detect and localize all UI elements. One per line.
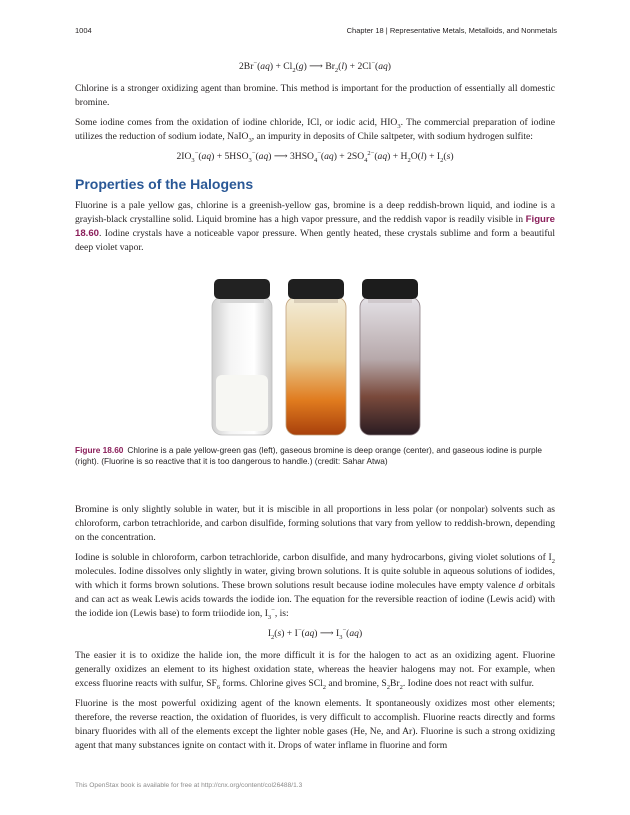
figure-caption: Figure 18.60 Chlorine is a pale yellow-green gas (left), gaseous bromine is deep orange (center), and gaseous iodine is purple (right). (Fluorine is so reactive that it is too dangerous to handle.) (credit: Sahar Atwa) [75,445,543,466]
vial-bromine [286,279,346,435]
vial-iodine [360,279,420,435]
paragraph-halogen-states: Fluorine is a pale yellow gas, chlorine is a greenish-yellow gas, bromine is a deep reddish-brown liquid, and iodine is a grayish-black crystalline solid. Liquid bromine has a high vapor pressure, and the reddish vapor is readily visible in Figure 18.60. Iodine crystals have a noticeable vapor pressure. When gently heated, these crystals sublime and form a beautiful deep violet vapor. [75,200,555,253]
chapter-title: Chapter 18 | Representative Metals, Metalloids, and Nonmetals [346,26,557,35]
figure-link[interactable]: Figure 18.60 [75,214,555,239]
paragraph-iodine-solubility: Iodine is soluble in chloroform, carbon tetrachloride, carbon disulfide, and many hydrocarbons, giving violet solutions of $I_2$ molecules. Iodine dissolves only slightly in water, giving brown solutions. It is quite soluble in aqueous solutions of iodides, with which it forms brown solutions. These brown solutions result because iodine molecules have empty valence d orbitals and can act as weak Lewis acids towards the iodide ion. The equation for the reversible reaction of iodine (Lewis acid) with the iodide ion (Lewis base) to form triiodide ion, $I_3^-$, is: [75,552,555,621]
halogen-vials-photo [202,275,428,437]
vial-chlorine [212,279,272,435]
paragraph-fluorine-oxidizer: Fluorine is the most powerful oxidizing agent of the known elements. It spontaneously oxidizes most other elements; therefore, the reverse reaction, the oxidation of fluorides, is very difficult to accomplish. Fluorine reacts directly and forms binary fluorides with all of the elements except the lighter noble gases (He, Ne, and Ar). Fluorine is such a strong oxidizing agent that many substances ignite on contact with it. Drops of water inflame in fluorine and form [75,698,555,751]
equation-bromide-chlorine: $2Br^-(aq) + Cl_2(g)$ ⟶ $Br_2(l) + 2Cl^-(aq)$ [239,59,391,74]
paragraph-halide-oxidation: The easier it is to oxidize the halide ion, the more difficult it is for the halogen to act as an oxidizing agent. Fluorine generally oxidizes an element to its highest oxidation state, whereas the heavier halogens may not. For example, when excess fluorine reacts with sulfur, $SF_6$ forms. Chlorine gives SCl$_2$ and bromine, $S_2Br_2$. Iodine does not react with sulfur. [75,650,555,691]
page-footer: This OpenStax book is available for free at http://cnx.org/content/col26488/1.3 [75,782,303,789]
figure-label: Figure 18.60 [75,445,124,455]
equation-iodate-reduction: $2IO_3^-(aq) + 5HSO_3^-(aq)$ ⟶ $3HSO_4^-(aq) + 2SO_4^{2-}(aq) + H_2O(l) + I_2(s)$ [176,149,454,164]
page-content [75,56,555,759]
equation-triiodide: $I_2(s) + I^-(aq)$ ⟶ $I_3^-(aq)$ [267,626,363,641]
page-number: 1004 [75,26,92,35]
section-heading: Properties of the Halogens [75,176,254,192]
figure-halogen-vials [75,275,555,437]
paragraph-iodine-sources: Some iodine comes from the oxidation of iodine chloride, ICl, or iodic acid, $HIO_3$. The commercial preparation of iodine utilizes the reduction of sodium iodate, NaIO$_3$, an impurity in deposits of Chile saltpeter, with sodium hydrogen sulfite: [75,117,555,144]
paragraph-bromine-solubility: Bromine is only slightly soluble in water, but it is miscible in all proportions in less polar (or nonpolar) solvents such as chloroform, carbon tetrachloride, and carbon disulfide, forming solutions that vary from yellow to reddish-brown, depending on the concentration. [75,504,555,543]
paragraph-chlorine-oxidizer: Chlorine is a stronger oxidizing agent than bromine. This method is important for the production of essentially all domestic bromine. [75,83,555,108]
